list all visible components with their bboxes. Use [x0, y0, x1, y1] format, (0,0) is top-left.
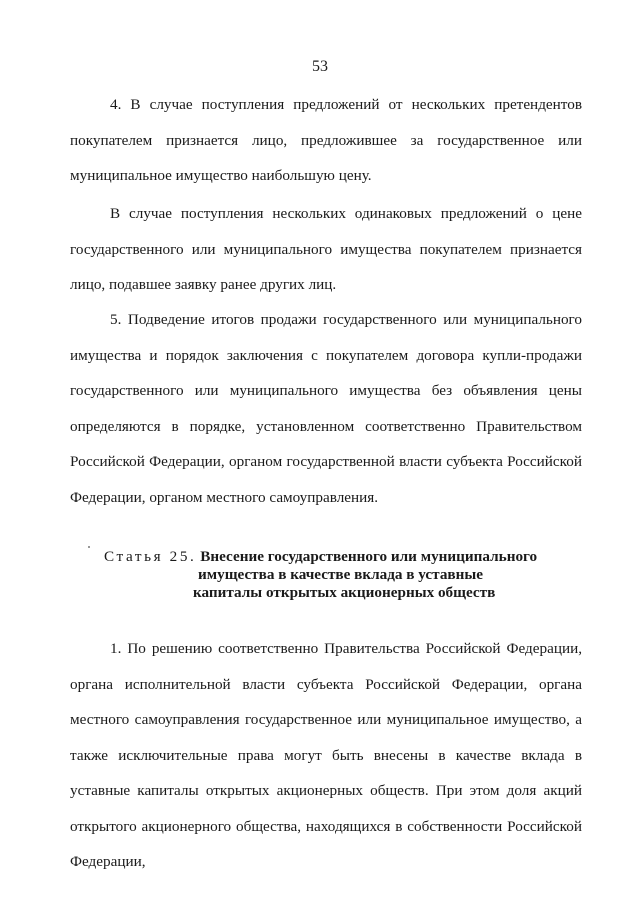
page-number: 53	[312, 58, 328, 75]
article-heading	[104, 548, 584, 602]
article-title-line-2: имущества в качестве вклада в уставные	[198, 566, 483, 583]
article-title-line-1: Внесение государственного или муниципального	[200, 548, 538, 565]
article-title-line-3: капиталы открытых акционерных обществ	[193, 584, 496, 601]
article-heading-line-1	[104, 548, 584, 566]
paragraph-article-25-item-1: 1. По решению соответственно Правительства Российской Федерации, органа исполнительной власти субъекта Российской Федерации, органа местного самоуправления государственное или муниципальное имущество, а также исключительные права могут быть внесены в качестве вклада в уставные капиталы открытых акционерных обществ. При этом доля акций открытого акционерного общества, находящихся в собственности Российской Федерации,	[70, 640, 582, 870]
paragraph-item-4: 4. В случае поступления предложений от нескольких претендентов покупателем признается лицо, предложившее за государственное или муниципальное имущество наибольшую цену.	[70, 96, 582, 184]
paragraph-item-5: 5. Подведение итогов продажи государственного или муниципального имущества и порядок заключения с покупателем договора купли-продажи государственного или муниципального имущества без объявления цены определяются в порядке, установленном соответственно Правительством Российской Федерации, органом государственной власти субъекта Российской Федерации, органом местного самоуправления.	[70, 311, 582, 506]
article-number: Статья 25.	[104, 548, 197, 565]
stray-mark	[88, 546, 90, 548]
paragraph-equal-offers: В случае поступления нескольких одинаковых предложений о цене государственного или муниципального имущества покупателем признается лицо, подавшее заявку ранее других лиц.	[70, 205, 582, 293]
